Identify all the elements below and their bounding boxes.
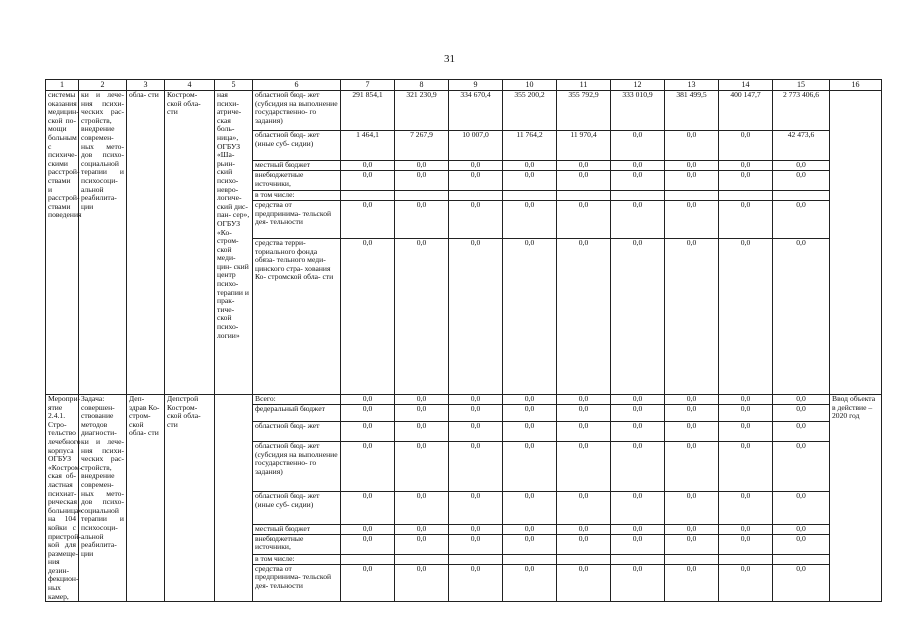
block2-value-cell: 0,0 bbox=[557, 441, 611, 491]
block2-value-cell bbox=[503, 554, 557, 564]
block2-value-cell bbox=[557, 554, 611, 564]
block2-value-cell: 0,0 bbox=[611, 421, 665, 441]
block1-value-cell: 381 499,5 bbox=[665, 91, 719, 131]
block2-value-cell: 0,0 bbox=[557, 395, 611, 405]
block2-value-cell: 0,0 bbox=[449, 492, 503, 524]
block1-col16 bbox=[830, 91, 882, 395]
block2-row bbox=[46, 395, 882, 405]
block1-value-cell: 0,0 bbox=[773, 201, 830, 239]
block1-funding-source: местный бюджет bbox=[253, 161, 341, 171]
block2-value-cell: 0,0 bbox=[557, 492, 611, 524]
block1-value-cell: 0,0 bbox=[773, 239, 830, 395]
block1-value-cell: 0,0 bbox=[395, 201, 449, 239]
block1-funding-source: областной бюд- жет (иные суб- сидии) bbox=[253, 131, 341, 161]
block2-funding-source: средства от предпринима- тельской дея- тельности bbox=[253, 564, 341, 601]
header-cell: 5 bbox=[215, 80, 253, 91]
block2-funding-source: внебюджетные источники, bbox=[253, 534, 341, 554]
block2-value-cell: 0,0 bbox=[503, 441, 557, 491]
block1-value-cell: 400 147,7 bbox=[719, 91, 773, 131]
block1-value-cell bbox=[557, 191, 611, 201]
block1-value-cell bbox=[611, 191, 665, 201]
block1-value-cell: 0,0 bbox=[665, 131, 719, 161]
block2-value-cell: 0,0 bbox=[557, 534, 611, 554]
block1-value-cell: 333 010,9 bbox=[611, 91, 665, 131]
block2-funding-source: федеральный бюджет bbox=[253, 404, 341, 421]
header-cell: 16 bbox=[830, 80, 882, 91]
block2-value-cell: 0,0 bbox=[449, 441, 503, 491]
block1-value-cell: 7 267,9 bbox=[395, 131, 449, 161]
block2-value-cell: 0,0 bbox=[503, 524, 557, 534]
block2-value-cell: 0,0 bbox=[773, 524, 830, 534]
block2-value-cell: 0,0 bbox=[341, 564, 395, 601]
block1-value-cell: 0,0 bbox=[773, 161, 830, 171]
block2-value-cell: 0,0 bbox=[341, 534, 395, 554]
block1-funding-source: средства от предпринима- тельской дея- тельности bbox=[253, 201, 341, 239]
block2-col5 bbox=[215, 395, 253, 602]
block2-value-cell: 0,0 bbox=[773, 492, 830, 524]
block1-value-cell: 0,0 bbox=[719, 239, 773, 395]
block1-value-cell: 0,0 bbox=[395, 161, 449, 171]
block2-value-cell: 0,0 bbox=[665, 395, 719, 405]
block2-value-cell: 0,0 bbox=[773, 534, 830, 554]
block2-value-cell: 0,0 bbox=[341, 404, 395, 421]
block1-value-cell: 0,0 bbox=[503, 239, 557, 395]
block2-value-cell: 0,0 bbox=[503, 404, 557, 421]
block2-value-cell: 0,0 bbox=[665, 441, 719, 491]
block1-value-cell: 11 970,4 bbox=[557, 131, 611, 161]
block2-value-cell bbox=[665, 554, 719, 564]
block1-value-cell: 0,0 bbox=[557, 171, 611, 191]
block2-value-cell: 0,0 bbox=[449, 524, 503, 534]
block2-value-cell: 0,0 bbox=[665, 421, 719, 441]
block2-value-cell: 0,0 bbox=[773, 441, 830, 491]
block2-value-cell: 0,0 bbox=[503, 564, 557, 601]
block2-value-cell: 0,0 bbox=[773, 421, 830, 441]
header-cell: 10 bbox=[503, 80, 557, 91]
block2-value-cell bbox=[719, 554, 773, 564]
block2-value-cell: 0,0 bbox=[719, 534, 773, 554]
header-cell: 12 bbox=[611, 80, 665, 91]
block1-funding-source: средства терри- ториального фонда обяза- тельного меди- цинского стра- хования Ко- стромской обла- сти bbox=[253, 239, 341, 395]
block1-value-cell bbox=[449, 191, 503, 201]
block1-col2: ки и лече- ния психи- ческих рас- стройств, внедрение современ- ных мето- дов психо- социальной терапии и психосоци- альной реабилита- ции bbox=[79, 91, 127, 395]
block1-funding-source: областной бюд- жет (субсидия на выполнение государственно- го задания) bbox=[253, 91, 341, 131]
block2-value-cell: 0,0 bbox=[449, 395, 503, 405]
block2-value-cell: 0,0 bbox=[557, 421, 611, 441]
block2-value-cell: 0,0 bbox=[665, 404, 719, 421]
block2-col3: Деп- здрав Ко- стром- ской обла- сти bbox=[127, 395, 165, 602]
block1-value-cell: 0,0 bbox=[773, 171, 830, 191]
header-cell: 8 bbox=[395, 80, 449, 91]
block2-funding-source: Всего: bbox=[253, 395, 341, 405]
header-cell: 7 bbox=[341, 80, 395, 91]
header-cell: 14 bbox=[719, 80, 773, 91]
block2-value-cell: 0,0 bbox=[665, 564, 719, 601]
page-number: 31 bbox=[444, 53, 455, 65]
block2-value-cell: 0,0 bbox=[557, 404, 611, 421]
block2-value-cell: 0,0 bbox=[395, 534, 449, 554]
header-cell: 9 bbox=[449, 80, 503, 91]
header-cell: 13 bbox=[665, 80, 719, 91]
block1-value-cell: 0,0 bbox=[449, 201, 503, 239]
block1-value-cell: 0,0 bbox=[611, 131, 665, 161]
block2-value-cell: 0,0 bbox=[719, 441, 773, 491]
block1-value-cell: 0,0 bbox=[503, 171, 557, 191]
block1-value-cell: 0,0 bbox=[611, 161, 665, 171]
block1-value-cell: 2 773 406,6 bbox=[773, 91, 830, 131]
block1-value-cell: 291 854,1 bbox=[341, 91, 395, 131]
block2-value-cell: 0,0 bbox=[611, 564, 665, 601]
block1-value-cell: 0,0 bbox=[557, 201, 611, 239]
block1-value-cell: 0,0 bbox=[449, 161, 503, 171]
block2-value-cell: 0,0 bbox=[449, 534, 503, 554]
block1-value-cell: 0,0 bbox=[503, 201, 557, 239]
block1-funding-source: внебюджетные источники, bbox=[253, 171, 341, 191]
block1-value-cell: 0,0 bbox=[719, 131, 773, 161]
block1-funding-source: в том числе: bbox=[253, 191, 341, 201]
block2-value-cell: 0,0 bbox=[719, 404, 773, 421]
block1-value-cell: 0,0 bbox=[719, 201, 773, 239]
block1-value-cell: 0,0 bbox=[341, 161, 395, 171]
block2-col16: Ввод объекта в действие – 2020 год bbox=[830, 395, 882, 602]
block1-value-cell: 0,0 bbox=[557, 161, 611, 171]
block2-value-cell: 0,0 bbox=[395, 395, 449, 405]
block1-value-cell bbox=[395, 191, 449, 201]
block2-value-cell: 0,0 bbox=[719, 524, 773, 534]
block2-value-cell bbox=[341, 554, 395, 564]
block1-value-cell: 0,0 bbox=[341, 239, 395, 395]
block1-value-cell: 0,0 bbox=[611, 171, 665, 191]
block2-value-cell: 0,0 bbox=[341, 492, 395, 524]
block1-value-cell: 355 792,9 bbox=[557, 91, 611, 131]
block2-value-cell: 0,0 bbox=[395, 441, 449, 491]
block1-value-cell bbox=[719, 191, 773, 201]
block2-value-cell bbox=[449, 554, 503, 564]
block2-value-cell: 0,0 bbox=[665, 524, 719, 534]
header-row bbox=[46, 80, 882, 91]
block2-value-cell bbox=[395, 554, 449, 564]
block2-col2: Задача: совершен- ствование методов диагности- ки и лече- ния психи- ческих рас- стройств, внедрение современ- ных мето- дов психо- социальной терапии и психосоци- альной реабилита- ции bbox=[79, 395, 127, 602]
block1-value-cell: 10 007,0 bbox=[449, 131, 503, 161]
block1-value-cell bbox=[503, 191, 557, 201]
block2-value-cell: 0,0 bbox=[611, 492, 665, 524]
block2-funding-source: областной бюд- жет (иные суб- сидии) bbox=[253, 492, 341, 524]
block2-value-cell: 0,0 bbox=[665, 534, 719, 554]
block1-value-cell: 0,0 bbox=[449, 239, 503, 395]
block1-value-cell bbox=[341, 191, 395, 201]
block2-value-cell: 0,0 bbox=[395, 564, 449, 601]
block2-value-cell: 0,0 bbox=[665, 492, 719, 524]
block2-value-cell bbox=[611, 554, 665, 564]
block2-value-cell: 0,0 bbox=[503, 534, 557, 554]
block1-col1: системы оказания медицин- ской по- мощи больным с психиче- скими расстрой- ствами и расстрой- ствами поведения bbox=[46, 91, 79, 395]
block2-value-cell: 0,0 bbox=[341, 441, 395, 491]
block1-value-cell: 0,0 bbox=[341, 201, 395, 239]
block2-value-cell: 0,0 bbox=[719, 564, 773, 601]
block1-value-cell: 42 473,6 bbox=[773, 131, 830, 161]
program-table bbox=[45, 79, 882, 602]
block2-value-cell: 0,0 bbox=[341, 524, 395, 534]
block1-value-cell: 0,0 bbox=[503, 161, 557, 171]
block1-row bbox=[46, 91, 882, 131]
block2-value-cell: 0,0 bbox=[611, 534, 665, 554]
block2-value-cell: 0,0 bbox=[341, 421, 395, 441]
block2-value-cell: 0,0 bbox=[773, 404, 830, 421]
block1-col3: обла- сти bbox=[127, 91, 165, 395]
block2-value-cell: 0,0 bbox=[719, 492, 773, 524]
block2-value-cell: 0,0 bbox=[395, 524, 449, 534]
block1-value-cell: 321 230,9 bbox=[395, 91, 449, 131]
block2-value-cell: 0,0 bbox=[773, 395, 830, 405]
block1-value-cell bbox=[665, 191, 719, 201]
block2-value-cell: 0,0 bbox=[719, 395, 773, 405]
block2-value-cell: 0,0 bbox=[341, 395, 395, 405]
block1-value-cell: 0,0 bbox=[395, 239, 449, 395]
block1-value-cell: 0,0 bbox=[611, 201, 665, 239]
block1-value-cell: 0,0 bbox=[719, 171, 773, 191]
block2-value-cell: 0,0 bbox=[395, 404, 449, 421]
header-cell: 1 bbox=[46, 80, 79, 91]
block2-value-cell: 0,0 bbox=[611, 404, 665, 421]
block2-funding-source: местный бюджет bbox=[253, 524, 341, 534]
block2-value-cell: 0,0 bbox=[557, 564, 611, 601]
block1-col4: Костром- ской обла- сти bbox=[165, 91, 215, 395]
block1-value-cell: 0,0 bbox=[719, 161, 773, 171]
header-cell: 2 bbox=[79, 80, 127, 91]
block2-value-cell: 0,0 bbox=[449, 564, 503, 601]
header-cell: 6 bbox=[253, 80, 341, 91]
header-cell: 11 bbox=[557, 80, 611, 91]
block2-funding-source: областной бюд- жет bbox=[253, 421, 341, 441]
block2-value-cell: 0,0 bbox=[503, 395, 557, 405]
block2-value-cell: 0,0 bbox=[611, 441, 665, 491]
block2-value-cell: 0,0 bbox=[611, 395, 665, 405]
block2-value-cell: 0,0 bbox=[449, 404, 503, 421]
block2-value-cell: 0,0 bbox=[773, 564, 830, 601]
block2-value-cell: 0,0 bbox=[503, 492, 557, 524]
block1-value-cell: 0,0 bbox=[341, 171, 395, 191]
block2-col1: Меропри- ятие 2.4.1. Стро- тельство лечебного корпуса ОГБУЗ «Костром- ская об- ластная психиат- рическая больница» на 104 койки с пристрой- кой для размеще- ния дезин- фекцион- ных камер, bbox=[46, 395, 79, 602]
block2-funding-source: областной бюд- жет (субсидия на выполнение государственно- го задания) bbox=[253, 441, 341, 491]
block2-value-cell: 0,0 bbox=[503, 421, 557, 441]
block1-value-cell: 0,0 bbox=[665, 239, 719, 395]
header-cell: 15 bbox=[773, 80, 830, 91]
block1-value-cell: 0,0 bbox=[665, 171, 719, 191]
block1-value-cell: 0,0 bbox=[557, 239, 611, 395]
block1-value-cell: 0,0 bbox=[449, 171, 503, 191]
block2-value-cell: 0,0 bbox=[449, 421, 503, 441]
block2-value-cell: 0,0 bbox=[395, 421, 449, 441]
block1-value-cell: 0,0 bbox=[611, 239, 665, 395]
block1-value-cell: 355 200,2 bbox=[503, 91, 557, 131]
block1-col5: ная психи- атриче- ская боль- ница», ОГБУЗ «Ша- рьин- ский психо- невро- логиче- ский дис- пан- сер», ОГБУЗ «Ко- стром- ской меди- цин- ский центр психо- терапии и прак- тиче- ской психо- логии» bbox=[215, 91, 253, 395]
header-cell: 4 bbox=[165, 80, 215, 91]
block2-value-cell: 0,0 bbox=[611, 524, 665, 534]
block2-funding-source: в том числе: bbox=[253, 554, 341, 564]
block2-col4: Депстрой Костром- ской обла- сти bbox=[165, 395, 215, 602]
block1-value-cell: 1 464,1 bbox=[341, 131, 395, 161]
block2-value-cell: 0,0 bbox=[395, 492, 449, 524]
block1-value-cell: 0,0 bbox=[395, 171, 449, 191]
block2-value-cell bbox=[773, 554, 830, 564]
block1-value-cell: 334 670,4 bbox=[449, 91, 503, 131]
block1-value-cell: 11 764,2 bbox=[503, 131, 557, 161]
header-cell: 3 bbox=[127, 80, 165, 91]
block1-value-cell: 0,0 bbox=[665, 201, 719, 239]
block2-value-cell: 0,0 bbox=[557, 524, 611, 534]
block1-value-cell: 0,0 bbox=[665, 161, 719, 171]
block2-value-cell: 0,0 bbox=[719, 421, 773, 441]
block1-value-cell bbox=[773, 191, 830, 201]
